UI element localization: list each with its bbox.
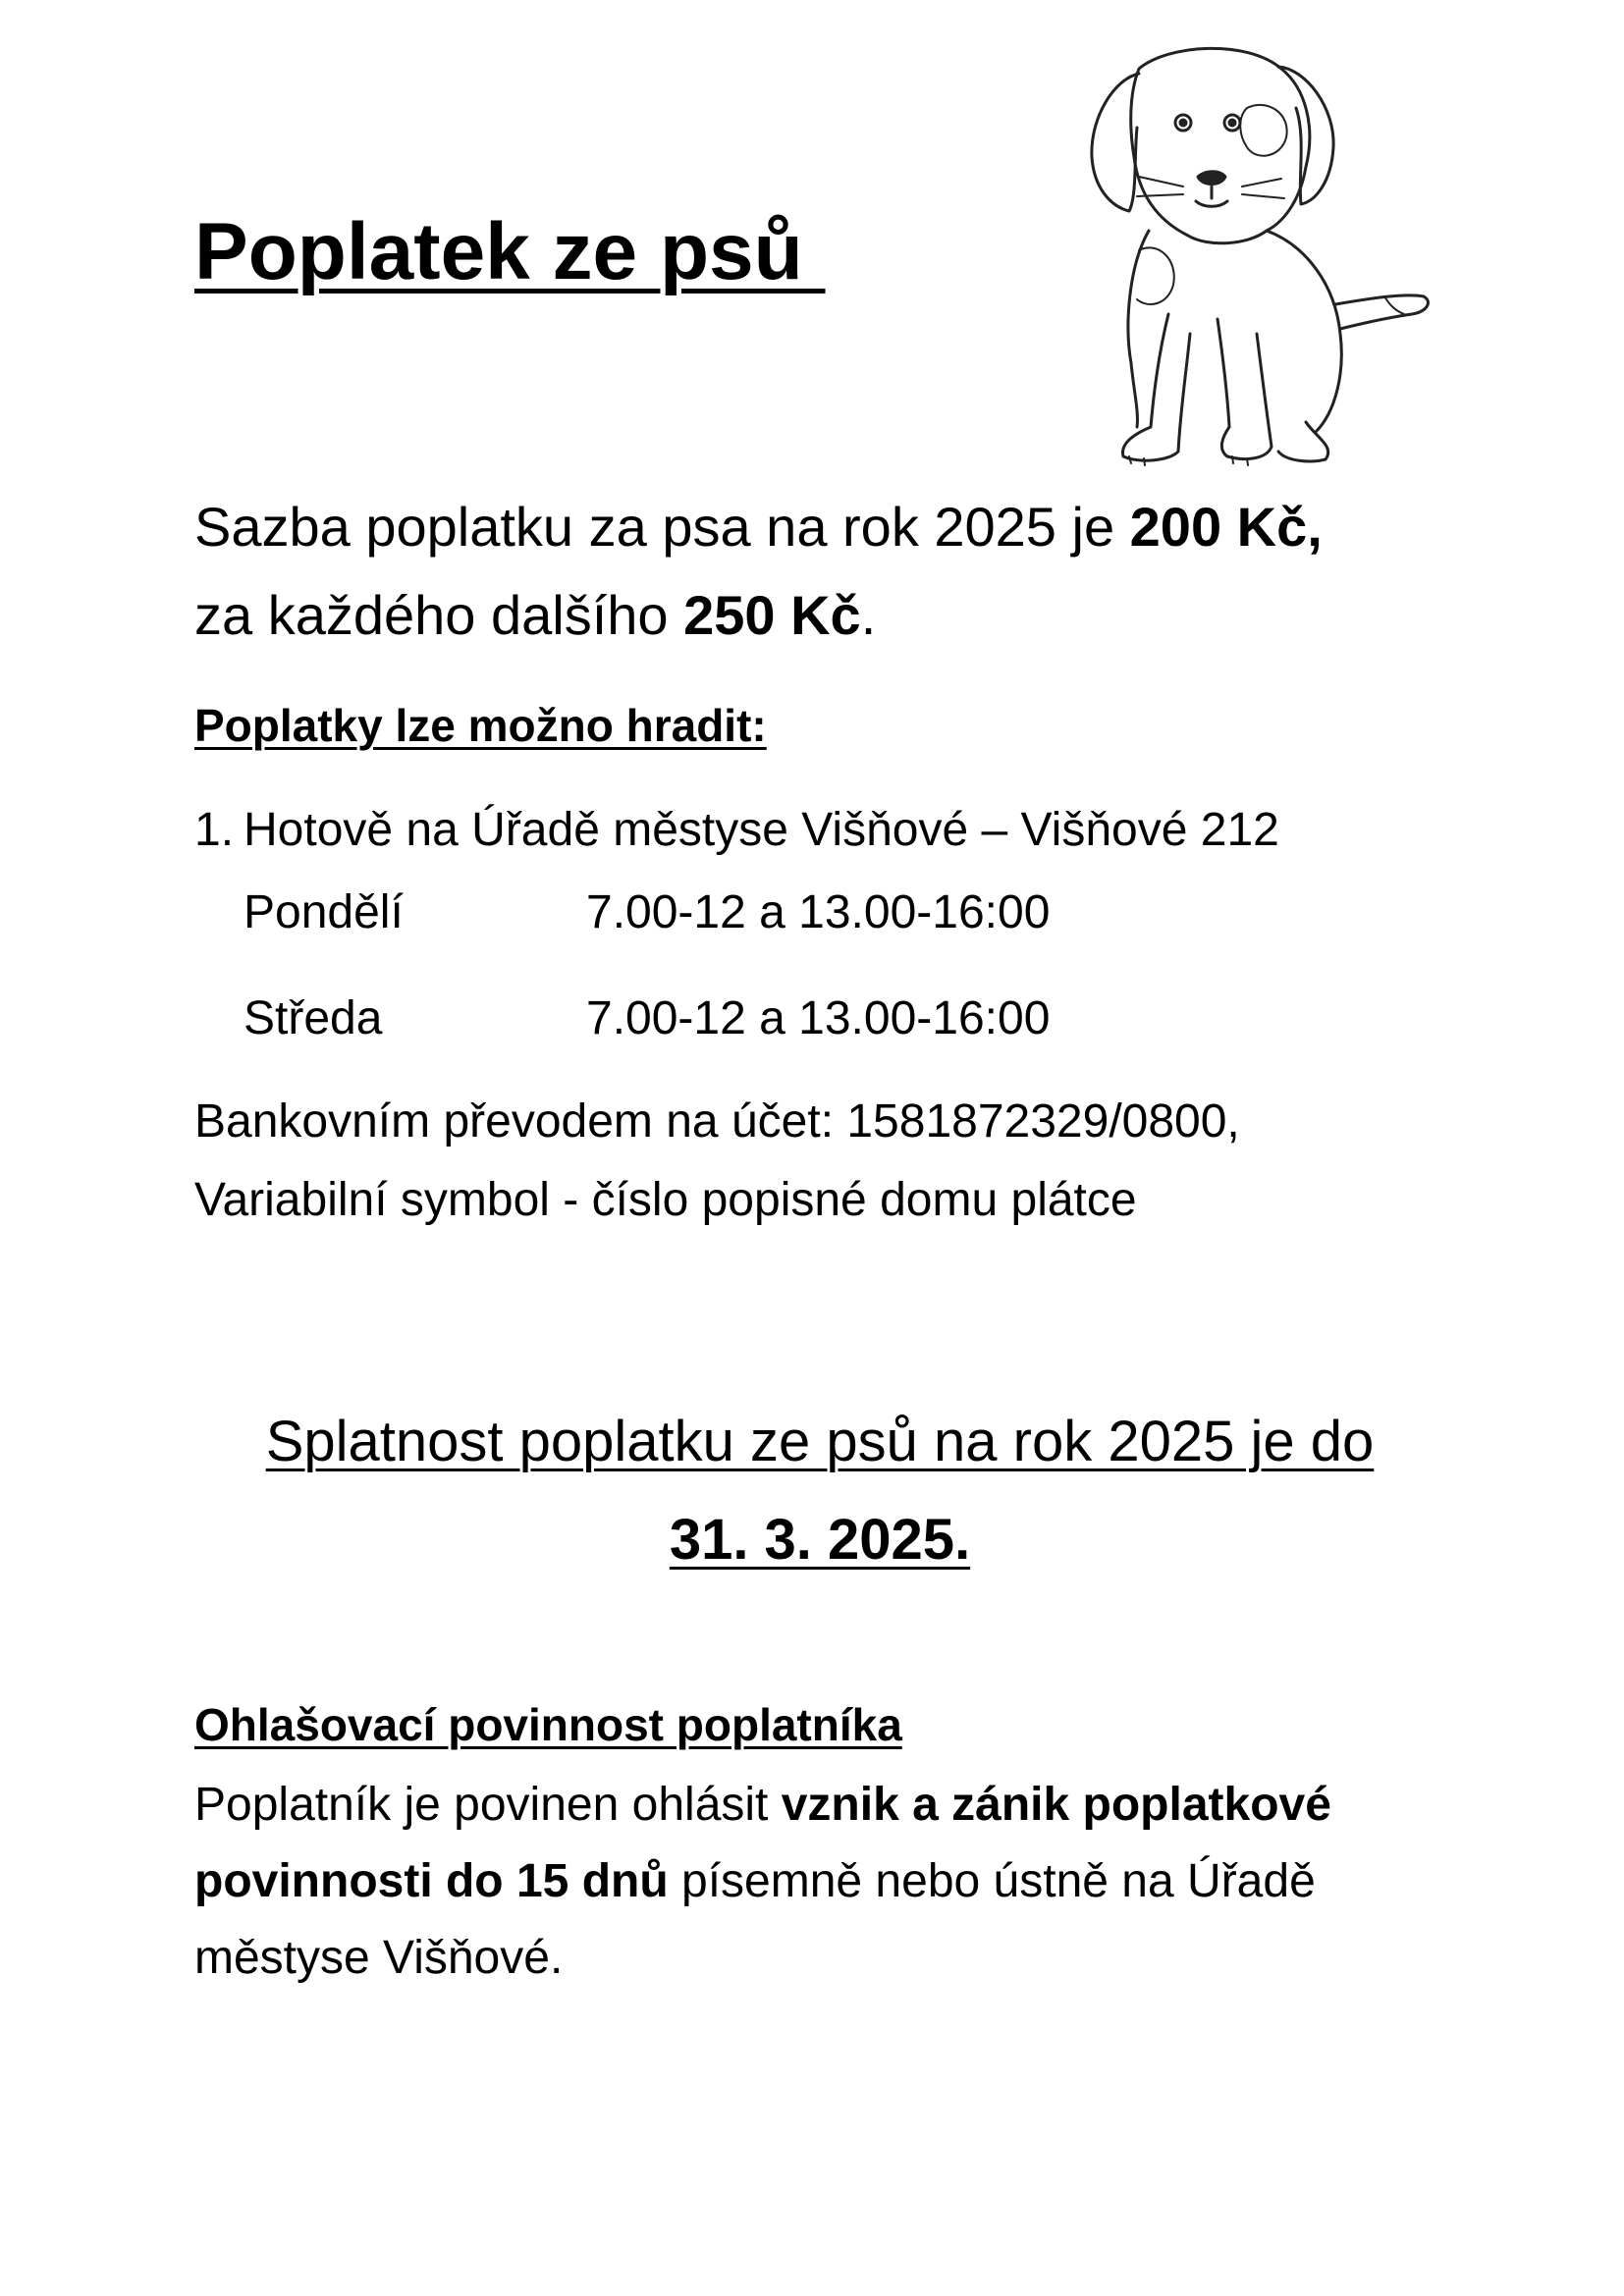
notice-heading: Ohlašovací povinnost poplatníka bbox=[194, 1699, 902, 1750]
hours-day-wednesday: Středa bbox=[244, 992, 383, 1044]
due-date: 31. 3. 2025. bbox=[669, 1508, 971, 1572]
list-item-cash: Hotově na Úřadě městyse Višňové – Višňové 212 bbox=[244, 804, 1279, 856]
notice-text-suffix: písemně nebo ústně na Úřadě městyse Višňové. bbox=[194, 1855, 1316, 1984]
rate-line-1 bbox=[194, 483, 1323, 571]
hours-time-wednesday: 7.00-12 a 13.00-16:00 bbox=[586, 992, 1051, 1044]
rate-amount-first: 200 Kč, bbox=[1129, 496, 1323, 558]
due-line-1: Splatnost poplatku ze psů na rok 2025 je do bbox=[265, 1410, 1375, 1473]
variable-symbol-line: Variabilní symbol - číslo popisné domu plátce bbox=[194, 1174, 1137, 1226]
puppy-illustration-icon bbox=[1021, 39, 1434, 471]
page-title: Poplatek ze psů bbox=[194, 207, 826, 296]
rate-line-2 bbox=[194, 571, 876, 660]
notice-text-prefix: Poplatník je povinen ohlásit bbox=[194, 1779, 782, 1831]
rate-line-2-suffix: . bbox=[860, 584, 877, 646]
bank-transfer-line: Bankovním převodem na účet: 1581872329/0800, bbox=[194, 1095, 1240, 1148]
notice-paragraph bbox=[194, 1767, 1461, 1997]
rate-amount-additional: 250 Kč bbox=[683, 584, 861, 646]
hours-time-monday: 7.00-12 a 13.00-16:00 bbox=[586, 886, 1051, 938]
notice-text-bold: vznik a zánik poplatkové povinnosti do 15 dnů bbox=[194, 1779, 1331, 1907]
rate-line-2-text: za každého dalšího bbox=[194, 584, 684, 646]
payment-heading: Poplatky lze možno hradit: bbox=[194, 700, 767, 751]
list-number: 1. bbox=[194, 804, 235, 856]
hours-day-monday: Pondělí bbox=[244, 886, 404, 938]
rate-line-1-text: Sazba poplatku za psa na rok 2025 je bbox=[194, 496, 1130, 558]
